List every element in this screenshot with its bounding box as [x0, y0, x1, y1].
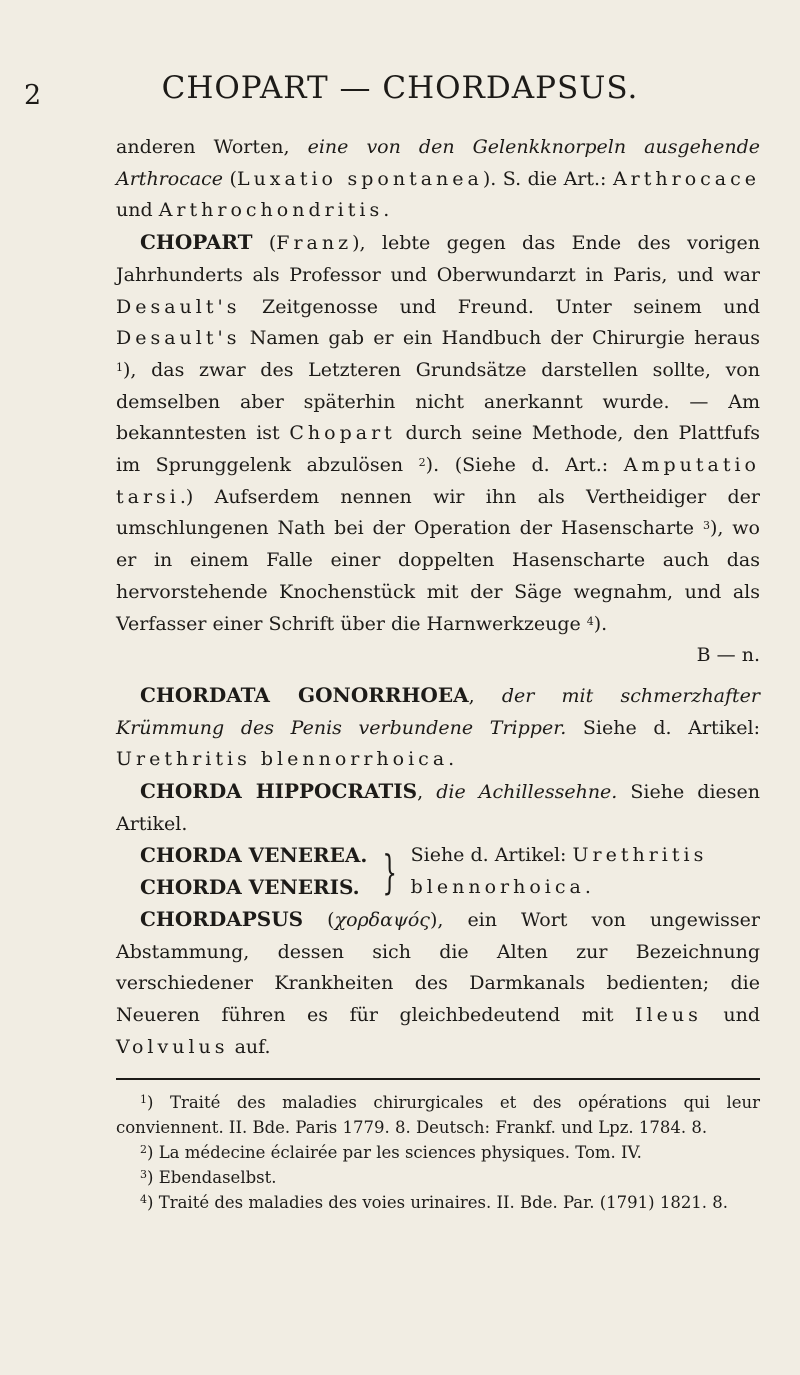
footnote-divider: [116, 1078, 760, 1080]
footnote-number: 1: [140, 1093, 147, 1106]
text: ), wo er in einem Falle einer doppelten Hasenscharte auch das hervorstehende Knochenstück mit der Säge wegnahm, und als Verfasser einer Schrift über die Harnwerkzeuge: [116, 517, 760, 635]
text: Siehe diesen Artikel.: [116, 781, 760, 835]
text: ).: [593, 612, 608, 635]
text: (: [252, 232, 277, 255]
footnote-number: 2: [140, 1143, 147, 1156]
footnote-number: 4: [140, 1193, 147, 1206]
entry-chordapsus: [116, 904, 760, 1064]
text: Siehe d. Artikel:: [566, 716, 761, 739]
spaced-term: Arthrochondritis: [158, 199, 384, 222]
entry-heading: CHOPART: [140, 230, 253, 255]
spaced-term: Franz: [276, 232, 353, 255]
entry-chorda-hippocratis: [116, 776, 760, 840]
footnotes: [116, 1090, 760, 1215]
italic-text: eine von den Gelenkknorpeln ausgehende Arthrocace: [116, 136, 761, 190]
footnote-ref: 3: [702, 519, 710, 533]
text: anderen Worten,: [116, 136, 308, 158]
spaced-term: Amputatio tarsi: [116, 454, 760, 508]
footnote-number: 3: [140, 1168, 147, 1181]
text: auf.: [228, 1035, 271, 1058]
footnote-text: Traité des maladies des voies urinaires. II. Bde. Par. (1791) 1821. 8.: [158, 1193, 729, 1212]
text: (: [223, 167, 237, 190]
spaced-term: Urethritis: [572, 844, 708, 867]
entry-heading: CHORDAPSUS: [140, 906, 304, 931]
footnote: $^2$) La médecine éclairée par les sciences physiques. Tom. IV.: [140, 1143, 642, 1162]
text: ), das zwar des Letzteren Grundsätze darstellen sollte, von demselben aber späterhin nicht anerkannt wurde. — Am bekanntesten ist: [116, 358, 760, 445]
footnote-text: Traité des maladies chirurgicales et des opérations qui leur conviennent. II. Bde. Paris 1779. 8. Deutsch: Frankf. und Lpz. 1784. 8.: [116, 1093, 760, 1137]
spaced-term: Chopart: [289, 422, 396, 445]
text: und: [116, 199, 159, 222]
greek-word: χορδαψός: [334, 908, 430, 931]
text: .: [584, 876, 591, 899]
spaced-term: Desault's: [116, 295, 241, 318]
text: ,: [468, 684, 502, 707]
entry-chordata-gonorrhoea: [116, 680, 760, 776]
footnote-ref: 4: [586, 614, 594, 628]
text: .) Aufserdem nennen wir ihn als Vertheidiger der umschlungenen Nath bei der Operation der Hasenscharte: [116, 485, 760, 540]
entry-heading: CHORDA HIPPOCRATIS: [140, 779, 418, 804]
text: .: [448, 748, 455, 771]
spaced-term: Ileus: [635, 1003, 702, 1026]
body-text: [116, 132, 760, 1063]
text: .: [383, 199, 390, 222]
footnote: $^1$) Traité des maladies chirurgicales et des opérations qui leur conviennent. II. Bde. Paris 1779. 8. Deutsch: Frankf. und Lpz. 1784. 8.: [116, 1093, 760, 1137]
spaced-term: Desault's: [116, 327, 241, 350]
text: Siehe d. Artikel:: [410, 844, 573, 867]
entry-heading: CHORDA VENERIS.: [140, 875, 360, 900]
spaced-term: Luxatio spontanea: [236, 167, 483, 190]
entry-chorda-venerea-veneris: [116, 840, 760, 903]
text: (: [303, 908, 335, 931]
entry-chopart: [116, 227, 760, 640]
footnote: $^3$) Ebendaselbst.: [140, 1168, 277, 1187]
spaced-term: Arthrocace: [612, 167, 760, 190]
text: ), lebte gegen das Ende des vorigen Jahrhunderts als Professor und Oberwundarzt in Paris, und war: [116, 232, 761, 286]
text: ), ein Wort von ungewisser Abstammung, dessen sich die Alten zur Bezeichnung verschiedener Krankheiten des Darmkanals bedienten; die Neueren führen es für gleichbedeutend mit: [116, 908, 760, 1026]
spaced-term: blennorhoica: [410, 876, 585, 899]
text: ). S. die Art.:: [482, 167, 613, 190]
spaced-term: Urethritis blennorrhoica: [116, 748, 449, 771]
entry-heading: CHORDATA GONORRHOEA: [140, 682, 469, 707]
footnote-ref: 1: [116, 360, 123, 374]
text: ). (Siehe d. Art.:: [425, 454, 624, 477]
brace-reference: [411, 840, 708, 903]
brace-headings: [140, 840, 367, 903]
text: Zeitgenosse und Freund. Unter seinem und: [240, 295, 760, 318]
spaced-term: Volvulus: [116, 1035, 229, 1058]
text: und: [701, 1003, 760, 1026]
text: Namen gab er ein Handbuch der Chirurgie heraus: [240, 327, 760, 350]
text: ,: [417, 781, 437, 804]
author-signature: B — n.: [696, 644, 760, 667]
footnote: $^4$) Traité des maladies des voies urinaires. II. Bde. Par. (1791) 1821. 8.: [140, 1193, 729, 1212]
page-number: 2: [24, 80, 42, 111]
italic-text: die Achillessehne.: [436, 781, 618, 804]
footnote-text: Ebendaselbst.: [158, 1168, 277, 1187]
italic-text: der mit schmerzhafter Krümmung des Penis verbundene Tripper.: [116, 684, 761, 739]
paragraph-arthrocace-continuation: [116, 132, 760, 227]
entry-heading: CHORDA VENEREA.: [140, 843, 368, 868]
reference-line: [411, 872, 708, 904]
footnote-text: La médecine éclairée par les sciences physiques. Tom. IV.: [158, 1143, 642, 1162]
text: durch seine Methode, den Plattfufs im Sprunggelenk abzulösen: [116, 422, 760, 477]
reference-line: [411, 840, 708, 872]
brace-glyph: }: [382, 845, 398, 900]
running-title: CHOPART — CHORDAPSUS.: [161, 70, 639, 106]
footnote-ref: 2: [418, 456, 426, 470]
